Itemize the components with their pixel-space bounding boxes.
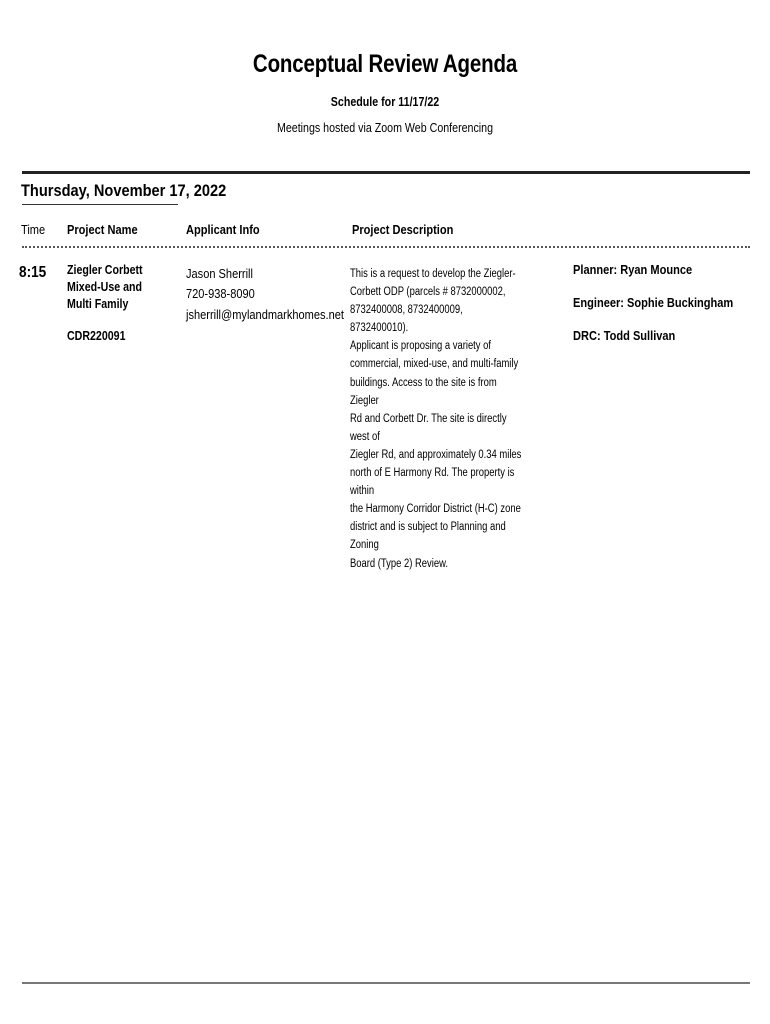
project-description: This is a request to develop the Ziegler- Corbett ODP (parcels # 8732000002, 8732400008, 8732400009, 8732400010). Applicant is proposing a variety of commercial, mixed-use, and multi-family buildings. Access to the site is from Ziegler Rd and Corbett Dr. The site is directly west of Ziegler Rd, and approximately 0.34 miles north of E Harmony Rd. The property is within the Harmony Corridor District (H-C) zone district and is subject to Planning and Zoning Board (Type 2) Review.	[350, 268, 522, 570]
column-header-divider	[22, 246, 750, 248]
column-header-project-description: Project Description	[352, 222, 454, 237]
applicant-name: Jason Sherrill	[186, 266, 253, 281]
agenda-title: Conceptual Review Agenda	[252, 50, 518, 78]
project-name-line-2: Mixed-Use and	[67, 280, 142, 294]
planner: Planner: Ryan Mounce	[573, 262, 693, 277]
footer-divider	[22, 982, 750, 984]
header-divider	[22, 171, 750, 174]
project-name-line-1: Ziegler Corbett	[67, 263, 143, 277]
applicant-email: jsherrill@mylandmarkhomes.net	[186, 307, 344, 322]
column-header-project-name: Project Name	[67, 222, 138, 237]
applicant-phone: 720-938-8090	[186, 286, 255, 301]
schedule-subtitle: Schedule for 11/17/22	[330, 94, 440, 109]
meeting-time: 8:15	[19, 264, 47, 281]
engineer: Engineer: Sophie Buckingham	[573, 295, 734, 310]
project-name-line-3: Multi Family	[67, 297, 129, 311]
date-underline	[22, 204, 178, 205]
meeting-date: Thursday, November 17, 2022	[21, 181, 227, 200]
meeting-note: Meetings hosted via Zoom Web Conferencing	[276, 120, 494, 135]
column-header-time: Time	[21, 222, 46, 237]
project-id: CDR220091	[67, 329, 126, 343]
drc: DRC: Todd Sullivan	[573, 328, 676, 343]
column-header-applicant-info: Applicant Info	[186, 222, 260, 237]
